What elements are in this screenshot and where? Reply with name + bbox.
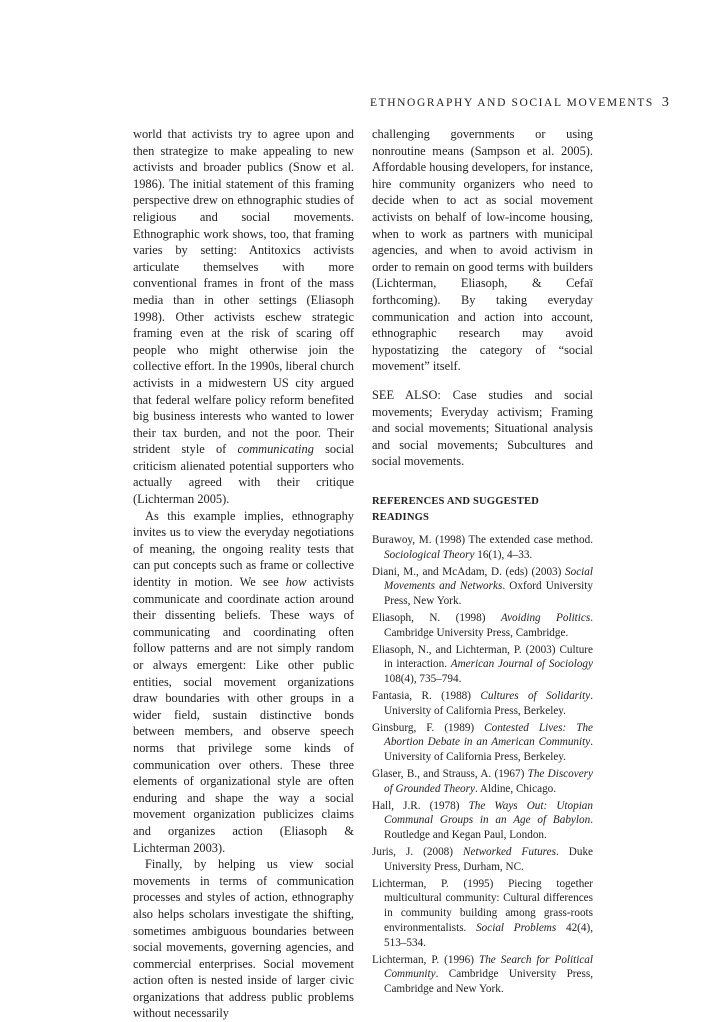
- running-head-title: ETHNOGRAPHY AND SOCIAL MOVEMENTS: [370, 97, 654, 109]
- reference-entry: Eliasoph, N., and Lichterman, P. (2003) Culture in interaction. American Journal of Sociology 108(4), 735–794.: [372, 643, 593, 686]
- paragraph: challenging governments or using nonroutine means (Sampson et al. 2005). Affordable housing developers, for instance, hire community organizers who need to decide when to act as social movement activists on behalf of low-income housing, when to work as partners with municipal agencies, and when to avoid activism in order to remain on good terms with builders (Lichterman, Eliasoph, & Cefaï forthcoming). By taking everyday communication and action into account, ethnographic research may avoid hypostatizing the category of “social movement” itself.: [372, 127, 593, 374]
- reference-entry: Lichterman, P. (1995) Piecing together multicultural community: Cultural differences in community building among grass-roots environmentalists. Social Problems 42(4), 513–534.: [372, 877, 594, 949]
- paragraph: As this example implies, ethnography invites us to view the everyday negotiations of meaning, the ongoing reality tests that can put concepts such as frame or collective identity in motion. We see how activists communicate and coordinate action around their dissenting beliefs. These ways of communicating and coordinating often follow patterns and are not simply random or always emergent: Like other public entities, social movement organizations draw boundaries with other groups in a wider field, sustain distinctive bonds between members, and observe speech norms that privilege some kinds of communication over others. These three elements of organizational style are often enduring and shape the way a social movement organization publicizes claims and organizes action (Eliasoph & Lichterman 2003).: [133, 508, 354, 855]
- references-list: [372, 533, 593, 997]
- reference-entry: Lichterman, P. (1996) The Search for Political Community. Cambridge University Press, Cambridge and New York.: [372, 953, 594, 996]
- left-column: [133, 126, 354, 1022]
- reference-entry: Hall, J.R. (1978) The Ways Out: Utopian Communal Groups in an Age of Babylon. Routledge and Kegan Paul, London.: [372, 799, 593, 842]
- paragraph: world that activists try to agree upon and then strategize to make appealing to new activists and broader publics (Snow et al. 1986). The initial statement of this framing perspective drew on ethnographic studies of religious and social movements. Ethnographic work shows, too, that framing varies by setting: Antitoxics activists articulate themselves with more conventional frames in front of the mass media than in other settings (Eliasoph 1998). Other activists eschew strategic framing even at the risk of scaring off people who might otherwise join the collective effort. In the 1990s, liberal church activists in a midwestern US city argued that federal welfare policy reform benefited big business interests who wanted to lower their tax burden, and not the poor. Their strident style of communicating social criticism alienated potential supporters who actually agreed with their critique (Lichterman 2005).: [133, 127, 355, 507]
- right-column: [372, 126, 593, 999]
- page-number: 3: [661, 95, 669, 110]
- reference-entry: Juris, J. (2008) Networked Futures. Duke University Press, Durham, NC.: [372, 846, 594, 873]
- references-heading: REFERENCES AND SUGGESTED READINGS: [372, 495, 540, 524]
- reference-entry: Glaser, B., and Strauss, A. (1967) The Discovery of Grounded Theory. Aldine, Chicago.: [372, 768, 593, 795]
- reference-entry: Eliasoph, N. (1998) Avoiding Politics. Cambridge University Press, Cambridge.: [372, 612, 594, 639]
- reference-entry: Burawoy, M. (1998) The extended case method. Sociological Theory 16(1), 4–33.: [372, 534, 593, 561]
- reference-entry: Diani, M., and McAdam, D. (eds) (2003) Social Movements and Networks. Oxford University Press, New York.: [372, 565, 593, 608]
- reference-entry: Fantasia, R. (1988) Cultures of Solidarity. University of California Press, Berkeley.: [372, 690, 594, 717]
- see-also: SEE ALSO: Case studies and social movements; Everyday activism; Framing and social movements; Situational analysis and social movements; Subcultures and social movements.: [372, 387, 593, 469]
- reference-entry: Ginsburg, F. (1989) Contested Lives: The Abortion Debate in an American Community. University of California Press, Berkeley.: [372, 721, 593, 764]
- paragraph: Finally, by helping us view social movements in terms of communication processes and styles of action, ethnography also helps scholars investigate the shifting, sometimes ambiguous boundaries between social movements, governing agencies, and commercial enterprises. Social movement action often is nested inside of larger civic organizations that address public problems without necessarily: [133, 857, 354, 1021]
- running-head: [370, 95, 669, 111]
